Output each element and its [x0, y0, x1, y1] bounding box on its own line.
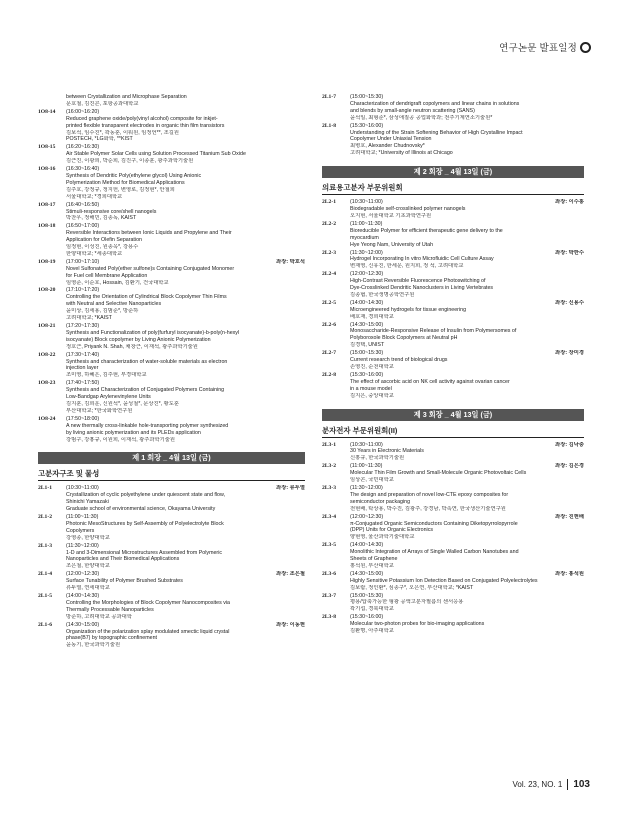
paper-code: 2L3-3	[322, 484, 336, 491]
time-chair-row	[350, 199, 584, 206]
entry-line: The design and preparation of novel low-CTE epoxy composites for	[350, 491, 509, 498]
program-entry	[322, 372, 584, 400]
entry-line: Shinichi Yamazaki	[66, 499, 109, 506]
entry-body	[350, 271, 584, 299]
entry-line: Low-Bandgap Arylenevinylene Units	[66, 394, 151, 401]
entry-line: 신홍규, 한국과학기술원	[350, 455, 405, 462]
paper-code: 1O8-22	[38, 351, 56, 358]
entry-line: (16:40~16:50)	[66, 201, 100, 208]
entry-line: 고려대학교; *University of Illinois at Chicago	[350, 150, 453, 157]
time-slot: (15:00~15:30)	[350, 350, 384, 357]
entry-line: (17:50~18:00)	[66, 415, 100, 422]
time-slot: (11:00~11:30)	[350, 463, 383, 470]
entry-line: 홍석원, 부산대학교	[350, 562, 394, 569]
entry-line: 곽기섭, 경북대학교	[350, 606, 394, 613]
time-chair-row	[66, 259, 305, 266]
program-entry	[322, 463, 584, 484]
entry-line: (17:10~17:20)	[66, 287, 100, 294]
entry-line: (11:30~12:00)	[66, 542, 99, 549]
program-entry	[38, 94, 305, 108]
entry-line: Copolymer Under Uniaxial Tension	[350, 136, 432, 143]
entry-line: (15:00~15:30)	[350, 592, 384, 599]
entry-line: 윤미상, 김세용, 김범준*, 방준하	[66, 308, 139, 315]
entry-body	[66, 259, 305, 287]
entry-line: Copolymers	[66, 527, 95, 534]
entry-body	[66, 166, 305, 201]
entry-line: Photonic MesoStructures by Self-Assembly of Polyelectrolyte Block	[66, 520, 224, 527]
time-chair-row	[350, 250, 584, 257]
paper-code: 2L3-2	[322, 463, 336, 470]
entry-line: Molecular two-photon probes for bio-imaging applications	[350, 621, 485, 628]
header-title: 연구논문 발표일정	[499, 43, 577, 54]
entry-line: 김종협, 한국생명공학연구원	[350, 291, 415, 298]
time-chair-row	[350, 300, 584, 307]
entry-line: in a mouse model	[350, 385, 392, 392]
entry-line: π-Conjugated Organic Semiconductors Containing Diketopyrrolopyrrole	[350, 520, 518, 527]
entry-line: 윤동기, 한국과학기술원	[66, 642, 121, 649]
entry-body	[350, 614, 584, 635]
program-entry	[38, 223, 305, 258]
entry-body	[66, 571, 305, 592]
entry-line: 김경택, UNIST	[350, 342, 385, 349]
entry-line: Synthesis of Dendritic Poly(ethylene glycol) Using Anionic	[66, 172, 202, 179]
entry-body	[66, 94, 305, 108]
entry-line: Current research trend of biological drugs	[350, 357, 448, 364]
session-banner: 제 2 회장 _ 4월 13일 (금)	[322, 166, 584, 178]
entry-line: Reduced graphene oxide/poly(vinyl alcohol) composite for inkjet-	[66, 115, 218, 122]
entry-line: 김지은, 중앙대학교	[350, 392, 394, 399]
entry-line: Novel Sulfonated Poly(ether sulfone)s Containing Conjugated Monomer	[66, 265, 235, 272]
entry-line: Surface Tunability of Polymer Brushed Substrates	[66, 578, 183, 585]
entry-line: A new thermally cross-linkable hole-transporting polymer synthesized	[66, 422, 229, 429]
paper-code: 2L3-7	[322, 592, 336, 599]
program-entry	[322, 593, 584, 614]
entry-line: Polyboroxole Block Copolymers at Neutral pH	[350, 335, 458, 342]
entry-gap	[38, 443, 305, 444]
entry-line: (16:00~16:20)	[66, 108, 100, 115]
entry-line: Organization of the polarization splay modulated smectic liquid crystal	[66, 628, 230, 635]
paper-code: 1O8-14	[38, 108, 56, 115]
program-entry	[322, 571, 584, 592]
chair-label: 좌장: 김낙중	[555, 441, 584, 448]
entry-line: Crystallization of cyclic polyethylene under quiescent state and flow,	[66, 492, 225, 499]
entry-body	[66, 352, 305, 380]
paper-code: 2L2-2	[322, 220, 336, 227]
paper-code: 2L2-7	[322, 350, 336, 357]
time-slot: (12:00~12:30)	[66, 571, 100, 578]
program-entry	[322, 442, 584, 463]
page-footer	[513, 779, 591, 790]
program-entry	[38, 259, 305, 287]
time-slot: (12:00~12:30)	[350, 513, 384, 520]
entry-line: (14:00~14:30)	[350, 542, 384, 549]
entry-line: (12:00~12:30)	[350, 271, 384, 278]
program-entry	[322, 614, 584, 635]
entry-line: 부산대학교; *한국화학연구원	[66, 407, 133, 414]
entry-line: 양현영, 울산과학기술대학교	[350, 534, 415, 541]
entry-line: 방준하, 고려대학교 공과대학	[66, 613, 132, 620]
entry-line: (16:20~16:30)	[66, 144, 100, 151]
paper-code: 2L1-3	[38, 542, 52, 549]
program-entry	[322, 250, 584, 271]
page-number: 103	[567, 779, 590, 790]
paper-code: 2L3-1	[322, 441, 336, 448]
entry-line: 한양대학교; *세종대학교	[66, 250, 123, 257]
session-banner: 제 1 회장 _ 4월 13일 (금)	[38, 452, 305, 464]
volume-label: Vol. 23, NO. 1	[512, 780, 563, 789]
entry-line: 윤석일, 최형준*, 삼성애질공 공업화학과; 전주기계연소기술원*	[350, 114, 493, 121]
entry-line: Nanoparticles and Their Biomedical Applications	[66, 556, 180, 563]
entry-gap	[322, 400, 584, 401]
entry-line: 임영준, 이순호, Hossain, 김환기, 건국대학교	[66, 279, 169, 286]
entry-line: with Neutral and Selective Nanoparticles	[66, 301, 162, 308]
entry-line: High-Contrast Reversible Fluorescence Photoswitching of	[350, 278, 486, 285]
entry-line: 문호철, 김진곤, 포항공과대학교	[66, 100, 139, 107]
entry-body	[350, 542, 584, 570]
entry-line: Bioreducible Polymer for efficient therapeutic gene delivery to the	[350, 227, 503, 234]
paper-code: 1O8-17	[38, 201, 56, 208]
entry-gap	[38, 649, 305, 650]
entry-line: (15:00~15:30)	[350, 94, 384, 100]
entry-line: Characterization of dendrigraft copolymers and linear chains in solutions	[350, 100, 520, 107]
entry-line: Microengineered hydrogels for tissue engineering	[350, 306, 467, 313]
entry-line: 서울대학교; *경희대학교	[66, 193, 123, 200]
entry-body	[66, 287, 305, 322]
entry-body	[350, 593, 584, 614]
program-entry	[322, 485, 584, 513]
paper-code: 1O8-24	[38, 415, 56, 422]
time-chair-row	[350, 442, 584, 449]
program-entry	[38, 622, 305, 650]
paper-code: 1O8-20	[38, 287, 56, 294]
program-entry	[322, 322, 584, 350]
program-entry	[38, 166, 305, 201]
entry-line: (17:20~17:30)	[66, 323, 100, 329]
entry-body	[66, 514, 305, 542]
entry-line: Dye-Crosslinked Dendritic Nanoclusters in Living Vertebrates	[350, 285, 494, 292]
entry-line: 1-D and 3-Dimensional Microstructures Assembled from Polymeric	[66, 549, 223, 556]
paper-code: 1O8-19	[38, 258, 56, 265]
entry-line: (16:50~17:00)	[66, 223, 100, 230]
time-chair-row	[350, 514, 584, 521]
paper-code: 2L3-4	[322, 513, 336, 520]
program-entry	[322, 199, 584, 220]
time-slot: (14:30~15:00)	[66, 621, 100, 628]
entry-line: Monosaccharide-Responsive Release of Insulin from Polymersomes of	[350, 328, 517, 335]
entry-body	[66, 543, 305, 571]
entry-line: (14:30~15:00)	[350, 321, 384, 328]
paper-code: 2L3-6	[322, 570, 336, 577]
entry-line: Reversible Interactions between Ionic Liquids and Propylene and Their	[66, 230, 232, 237]
chair-label: 좌장: 조은철	[276, 571, 305, 578]
entry-body	[350, 571, 584, 592]
entry-body	[66, 485, 305, 513]
entry-line: injection layer	[66, 365, 99, 372]
program-entry	[38, 571, 305, 592]
entry-line: 배호재, 경희대학교	[350, 313, 394, 320]
time-slot: (11:30~12:00)	[350, 249, 383, 256]
chair-label: 좌장: 류두열	[276, 485, 305, 492]
program-entry	[322, 350, 584, 371]
program-entry	[322, 221, 584, 249]
program-entry	[38, 543, 305, 571]
entry-line: 임상곤, 국민대학교	[350, 477, 394, 484]
entry-line: Synthesis and Characterization of Conjugated Polymers Containing	[66, 387, 225, 394]
entry-line: 김보람, 정인환*, 심종구*, 오은연, 부산대학교; *KAIST	[350, 584, 474, 591]
entry-line: between Crystallization and Microphase Separation	[66, 94, 187, 100]
paper-code: 2L1-4	[38, 571, 52, 578]
paper-code: 2L1-7	[322, 94, 336, 100]
program-entry	[38, 380, 305, 415]
circle-icon	[580, 42, 591, 53]
entry-body	[350, 442, 584, 463]
chair-label: 좌장: 박한수	[555, 249, 584, 256]
entry-body	[350, 250, 584, 271]
entry-line: semiconductor packaging	[350, 498, 411, 505]
entry-line: 손영진, 순천대학교	[350, 364, 394, 370]
entry-line: Hye Yeong Nam, University of Utah	[350, 241, 434, 248]
entry-line: 김보석, 임수진*, 곽동훈, 이워원, 임정언**, 조길원	[66, 129, 180, 136]
paper-code: 2L2-6	[322, 321, 336, 328]
entry-line: Polymerization Method for Biomedical Applications	[66, 179, 185, 186]
entry-line: Monolithic Integration of Arrays of Single Walled Carbon Nanotubes and	[350, 549, 519, 556]
entry-line: Highly Sensitive Potassium Ion Detection Based on Conjugated Polyelectrolytes	[350, 577, 538, 584]
program-entry	[38, 323, 305, 351]
entry-line: Application for Olefin Separation	[66, 237, 142, 244]
track-heading: 분자전자 부문위원회(II)	[322, 426, 584, 438]
entry-line: The effect of ascorbic acid on NK cell activity against ovarian cancer	[350, 378, 510, 385]
time-slot: (17:00~17:10)	[66, 258, 100, 265]
time-slot: (10:30~11:00)	[350, 199, 383, 206]
entry-line: (15:30~16:00)	[350, 122, 384, 129]
paper-code: 1O8-21	[38, 323, 56, 329]
chair-label: 좌장: 김은경	[555, 463, 584, 470]
entry-line: 오지현, 서울대학교 기초과학연구원	[350, 212, 432, 219]
paper-code: 2L1-1	[38, 485, 52, 492]
entry-line: myocardium	[350, 234, 379, 241]
entry-line: 류두열, 연세대학교	[66, 585, 110, 592]
program-entry	[38, 352, 305, 380]
time-chair-row	[350, 571, 584, 578]
entry-gap	[322, 635, 584, 636]
entry-line: (17:30~17:40)	[66, 351, 100, 358]
entry-line: by living anionic polymerization and its PLEDs application	[66, 429, 201, 436]
track-heading: 의료용고분자 부문위원회	[322, 183, 584, 195]
entry-line: (17:40~17:50)	[66, 380, 100, 387]
time-slot: (14:30~15:00)	[350, 570, 384, 577]
entry-body	[350, 463, 584, 484]
chair-label: 좌장: 신용수	[555, 299, 584, 306]
chair-label: 좌장: 장미경	[555, 350, 584, 357]
entry-line: (15:30~16:00)	[350, 614, 384, 621]
entry-body	[66, 380, 305, 415]
entry-line: 임정현, 이성진, 원종옥*, 강용수	[66, 244, 139, 251]
entry-line: 30 Years in Electronic Materials	[350, 448, 424, 455]
paper-code: 1O8-15	[38, 144, 56, 151]
entry-line: Synthesis and characterization of water-soluble materials as electron	[66, 358, 228, 365]
entry-line: printed flexible transparent electrodes in organic thin film transistors	[66, 122, 225, 129]
time-chair-row	[66, 571, 305, 578]
entry-body	[350, 372, 584, 400]
program-entry	[322, 300, 584, 321]
entry-body	[350, 221, 584, 249]
track-heading: 고분자구조 및 물성	[38, 469, 305, 481]
time-slot: (10:30~11:00)	[350, 441, 383, 448]
chair-label: 좌장: 진현배	[555, 513, 584, 520]
entry-line: Controlling the Orientation of Cylindrical Block Copolymer Thin Films	[66, 294, 227, 301]
program-entry	[322, 271, 584, 299]
entry-line: 박찬우, 정해민, 김종독, KAIST	[66, 215, 137, 222]
entry-line: for Fuel cell Membrane Application	[66, 272, 148, 279]
time-slot: (14:00~14:30)	[350, 299, 384, 306]
paper-code: 1O8-23	[38, 380, 56, 387]
entry-line: (11:00~11:30)	[66, 514, 99, 521]
entry-line: 정호근, Priyank N. Shah, 채창근, 이재석, 광주과학기술원	[66, 343, 198, 350]
paper-code: 2L3-8	[322, 614, 336, 621]
entry-line: 조미영, 하혜은, 김주현, 부경대학교	[66, 372, 147, 379]
time-chair-row	[66, 485, 305, 492]
entry-body	[66, 593, 305, 621]
entry-line: Air Stable Polymer Solar Cells using Solution Processed Titanium Sub Oxide	[66, 151, 246, 158]
entry-body	[350, 300, 584, 321]
entry-line: 김지훈, 김희운, 신원석*, 윤성철*, 문상진*, 황도훈	[66, 400, 180, 407]
time-chair-row	[350, 350, 584, 357]
paper-code: 2L1-2	[38, 514, 52, 521]
paper-code: 1O8-18	[38, 223, 56, 230]
entry-line: 김환명, 아주대학교	[350, 628, 394, 635]
page-header	[499, 40, 591, 54]
program-entry	[38, 485, 305, 513]
entry-line: (14:00~14:30)	[66, 593, 100, 599]
entry-line: 고려대학교; *KAIST	[66, 315, 112, 322]
entry-line: Biodegradable self-crosslinked polymer nanogels	[350, 206, 466, 213]
entry-line: 변재영, 신유진, 한세운, 원지희, 정 석, 고려대학교	[350, 263, 464, 270]
program-entry	[322, 514, 584, 542]
entry-body	[66, 109, 305, 144]
entry-body	[66, 202, 305, 223]
entry-line: 김근진, 이광희, 박순희, 김진구, 이종훈, 광주과학기술원	[66, 158, 194, 165]
paper-code: 2L1-5	[38, 593, 52, 599]
entry-line: (16:30~16:40)	[66, 166, 100, 173]
entry-line: Graduate school of environmental science, Okayama University	[66, 506, 216, 513]
chair-label: 좌장: 홍석원	[555, 570, 584, 577]
entry-line: (DPP) Units for Organic Electronics	[350, 527, 434, 534]
entry-body	[66, 622, 305, 650]
entry-body	[350, 199, 584, 220]
entry-body	[350, 485, 584, 513]
paper-code: 2L1-8	[322, 122, 336, 129]
entry-line: 강영종, 한양대학교	[66, 534, 110, 541]
right-column	[322, 94, 584, 636]
chair-label: 좌장: 이수홍	[555, 199, 584, 206]
entry-line: 김주호, 강정규, 정지헌, 변영로, 김정현*, 안철희	[66, 186, 175, 193]
paper-code: 2L2-1	[322, 199, 336, 206]
time-chair-row	[66, 622, 305, 629]
entry-line: Sheets of Graphene	[350, 556, 398, 563]
entry-line: isocyanate) Block copolymer by Living Anionic Polymerization	[66, 336, 211, 343]
entry-body	[66, 416, 305, 444]
entry-line: Hydrogel Incorporating In vitro Microfluidic Cell Culture Assay	[350, 256, 494, 263]
program-entry	[38, 593, 305, 621]
paper-code: 2L3-5	[322, 542, 336, 549]
entry-gap	[322, 157, 584, 158]
entry-body	[350, 514, 584, 542]
left-column	[38, 94, 305, 650]
chair-label: 좌장: 박호석	[276, 258, 305, 265]
entry-line: Controlling the Morphologies of Block Copolymer Nanocomposites via	[66, 599, 230, 606]
entry-line: 평용/압축가능한 형광 공액고분자필름의 센서응용	[350, 599, 464, 606]
chair-label: 좌장: 이동현	[276, 621, 305, 628]
entry-body	[66, 323, 305, 351]
time-slot: (10:30~11:00)	[66, 485, 99, 492]
paper-code: 1O8-16	[38, 166, 56, 173]
program-entry	[38, 144, 305, 165]
entry-body	[350, 94, 584, 122]
entry-line: 최병호, Alexander Chudnovsky*	[350, 143, 425, 150]
program-entry	[322, 94, 584, 122]
entry-line: 전현배, 탁상용, 박수진, 김광주, 강경남, 박속연, 한국생산기술연구원	[350, 505, 506, 512]
entry-body	[66, 223, 305, 258]
program-entry	[322, 123, 584, 158]
entry-line: POSTECH, *LG화학, **KIST	[66, 136, 133, 143]
entry-line: (15:30~16:00)	[350, 371, 384, 378]
entry-body	[66, 144, 305, 165]
entry-line: 강범구, 강홍규, 이원희, 이재석, 광주과학기술원	[66, 436, 175, 443]
entry-line: phase(B7) by topographic confinement	[66, 635, 157, 642]
program-entry	[38, 109, 305, 144]
program-entry	[38, 514, 305, 542]
entry-line: 조은철, 한양대학교	[66, 563, 110, 570]
entry-line: Molecular Thin Film Growth and Small-Molecule Organic Photovoltaic Cells	[350, 470, 527, 477]
entry-body	[350, 322, 584, 350]
paper-code: 2L2-3	[322, 249, 336, 256]
entry-line: Understanding of the Strain Softening Behavior of High Crystalline Impact	[350, 129, 523, 136]
session-banner: 제 3 회장 _ 4월 13일 (금)	[322, 409, 584, 421]
program-entry	[38, 202, 305, 223]
paper-code: 2L2-5	[322, 299, 336, 306]
entry-body	[350, 123, 584, 158]
entry-line: Synthesis and Functionalization of poly(furfuryl isocyanate)-b-poly(n-hexyl	[66, 329, 240, 336]
paper-code: 2L1-6	[38, 621, 52, 628]
entry-line: (11:00~11:30)	[350, 220, 383, 227]
entry-line: Stimuli-responsive core/shell nanogels	[66, 208, 157, 215]
paper-code: 2L2-8	[322, 371, 336, 378]
program-entry	[38, 416, 305, 444]
entry-body	[350, 350, 584, 371]
entry-line: and blends by small-angle neutron scattering (SANS)	[350, 107, 475, 114]
paper-code: 2L2-4	[322, 271, 336, 278]
entry-line: (11:30~12:00)	[350, 484, 383, 491]
program-entry	[322, 542, 584, 570]
time-chair-row	[350, 463, 584, 470]
entry-line: Thermally Processable Nanoparticles	[66, 606, 154, 613]
program-entry	[38, 287, 305, 322]
